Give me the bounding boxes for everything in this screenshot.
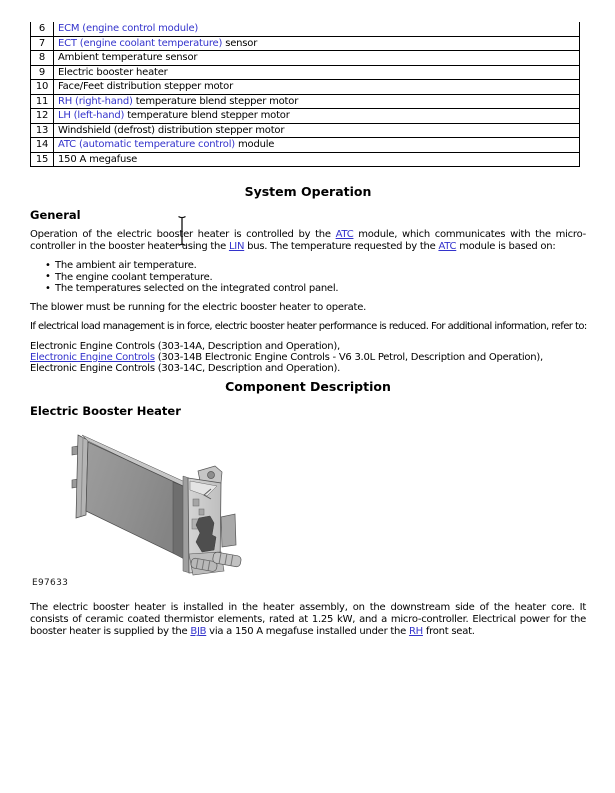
- reference-line: [30, 341, 586, 352]
- item-number: 6: [31, 22, 54, 36]
- item-number: 10: [31, 80, 54, 95]
- item-description: [54, 80, 580, 95]
- item-description: [54, 22, 580, 36]
- subheading-electric-booster-heater: Electric Booster Heater: [30, 404, 181, 419]
- bullet-item: • The ambient air temperature.: [45, 260, 586, 272]
- text-run: Electronic Engine Controls (303-14A, Description and Operation),: [30, 340, 340, 352]
- table-row: [31, 94, 580, 109]
- item-description: [54, 65, 580, 80]
- text-run: Face/Feet distribution stepper motor: [58, 81, 233, 92]
- text-run: Electronic Engine Controls (303-14C, Description and Operation).: [30, 363, 341, 375]
- table-row: [31, 109, 580, 124]
- text-run: 150 A megafuse: [58, 153, 138, 165]
- section-heading-component-description: Component Description: [225, 379, 391, 395]
- inline-link[interactable]: LIN: [228, 241, 245, 252]
- table-row: [31, 22, 580, 36]
- table-row: [31, 80, 580, 95]
- item-description: [54, 51, 580, 66]
- subheading-general: General: [30, 208, 81, 222]
- text-run: module, which communicates with the micro-controller in the booster heater using the: [30, 229, 586, 252]
- text-run: The electric booster heater is installed in the heater assembly, on the downstream side of the heater core. It consists of ceramic coated thermistor elements, rated at 1.25 kW, and a micro-controller. Electrical power for the booster heater is supplied by the: [30, 602, 586, 638]
- item-number: 7: [31, 36, 54, 51]
- item-number: 14: [31, 138, 54, 153]
- text-run: (303-14B Electronic Engine Controls - V6 3.0L Petrol, Description and Operation),: [154, 351, 543, 363]
- inline-link[interactable]: LH (left-hand): [58, 110, 125, 121]
- reference-line: [30, 363, 586, 374]
- text-run: Operation of the electric booster heater is controlled by the: [30, 229, 336, 240]
- text-run: front seat.: [422, 626, 475, 638]
- bullet-item: • The temperatures selected on the integrated control panel.: [45, 283, 586, 295]
- text-run: sensor: [222, 37, 258, 49]
- item-description: [54, 94, 580, 109]
- item-number: 13: [31, 123, 54, 138]
- item-description: [54, 123, 580, 138]
- item-number: 12: [31, 109, 54, 124]
- item-number: 15: [31, 152, 54, 167]
- text-run: module: [235, 139, 275, 150]
- inline-link[interactable]: RH: [408, 626, 423, 638]
- inline-link[interactable]: ATC: [438, 241, 457, 252]
- inline-link[interactable]: BJB: [190, 626, 207, 638]
- item-description: [54, 36, 580, 51]
- bullet-item: • The engine coolant temperature.: [45, 272, 586, 284]
- text-run: Electric booster heater: [58, 66, 168, 78]
- text-run: via a 150 A megafuse installed under the: [206, 626, 409, 638]
- section-heading-system-operation: System Operation: [244, 184, 372, 199]
- document-page: [30, 0, 586, 638]
- description-paragraph: [30, 602, 586, 638]
- inline-link[interactable]: RH (right-hand): [58, 95, 133, 107]
- text-run: Ambient temperature sensor: [58, 52, 198, 63]
- component-table: [30, 22, 580, 167]
- text-run: Windshield (defrost) distribution stepper motor: [58, 124, 285, 136]
- text-run: module is based on:: [456, 241, 556, 252]
- text-run: temperature blend stepper motor: [132, 95, 299, 107]
- text-run: temperature blend stepper motor: [124, 110, 290, 121]
- inline-link[interactable]: ATC: [335, 229, 354, 240]
- inline-link[interactable]: ECT (engine coolant temperature): [58, 37, 223, 49]
- item-number: 11: [31, 94, 54, 109]
- table-row: [31, 138, 580, 153]
- booster-heater-figure: [30, 423, 586, 595]
- bullet-list: [30, 260, 586, 295]
- table-row: [31, 36, 580, 51]
- item-description: [54, 109, 580, 124]
- blower-note-paragraph: The blower must be running for the electric booster heater to operate.: [30, 301, 367, 313]
- reference-list: [30, 341, 586, 375]
- item-number: 9: [31, 65, 54, 80]
- table-row: [31, 152, 580, 167]
- booster-heater-illustration: [25, 423, 265, 595]
- item-description: [54, 152, 580, 167]
- table-row: [31, 51, 580, 66]
- inline-link[interactable]: ECM (engine control module): [58, 23, 199, 34]
- inline-link[interactable]: ATC (automatic temperature control): [58, 139, 235, 150]
- text-run: bus. The temperature requested by the: [244, 241, 439, 252]
- table-row: [31, 65, 580, 80]
- load-management-paragraph: If electrical load management is in force, electric booster heater performance is reduced. For additional information, refer to:: [30, 320, 587, 332]
- table-row: [31, 123, 580, 138]
- inline-link[interactable]: Electronic Engine Controls: [30, 351, 155, 363]
- figure-label: E97633: [32, 578, 69, 589]
- reference-line: [30, 352, 586, 363]
- intro-paragraph: [30, 229, 586, 253]
- component-table-body: [31, 22, 580, 167]
- item-description: [54, 138, 580, 153]
- item-number: 8: [31, 51, 54, 66]
